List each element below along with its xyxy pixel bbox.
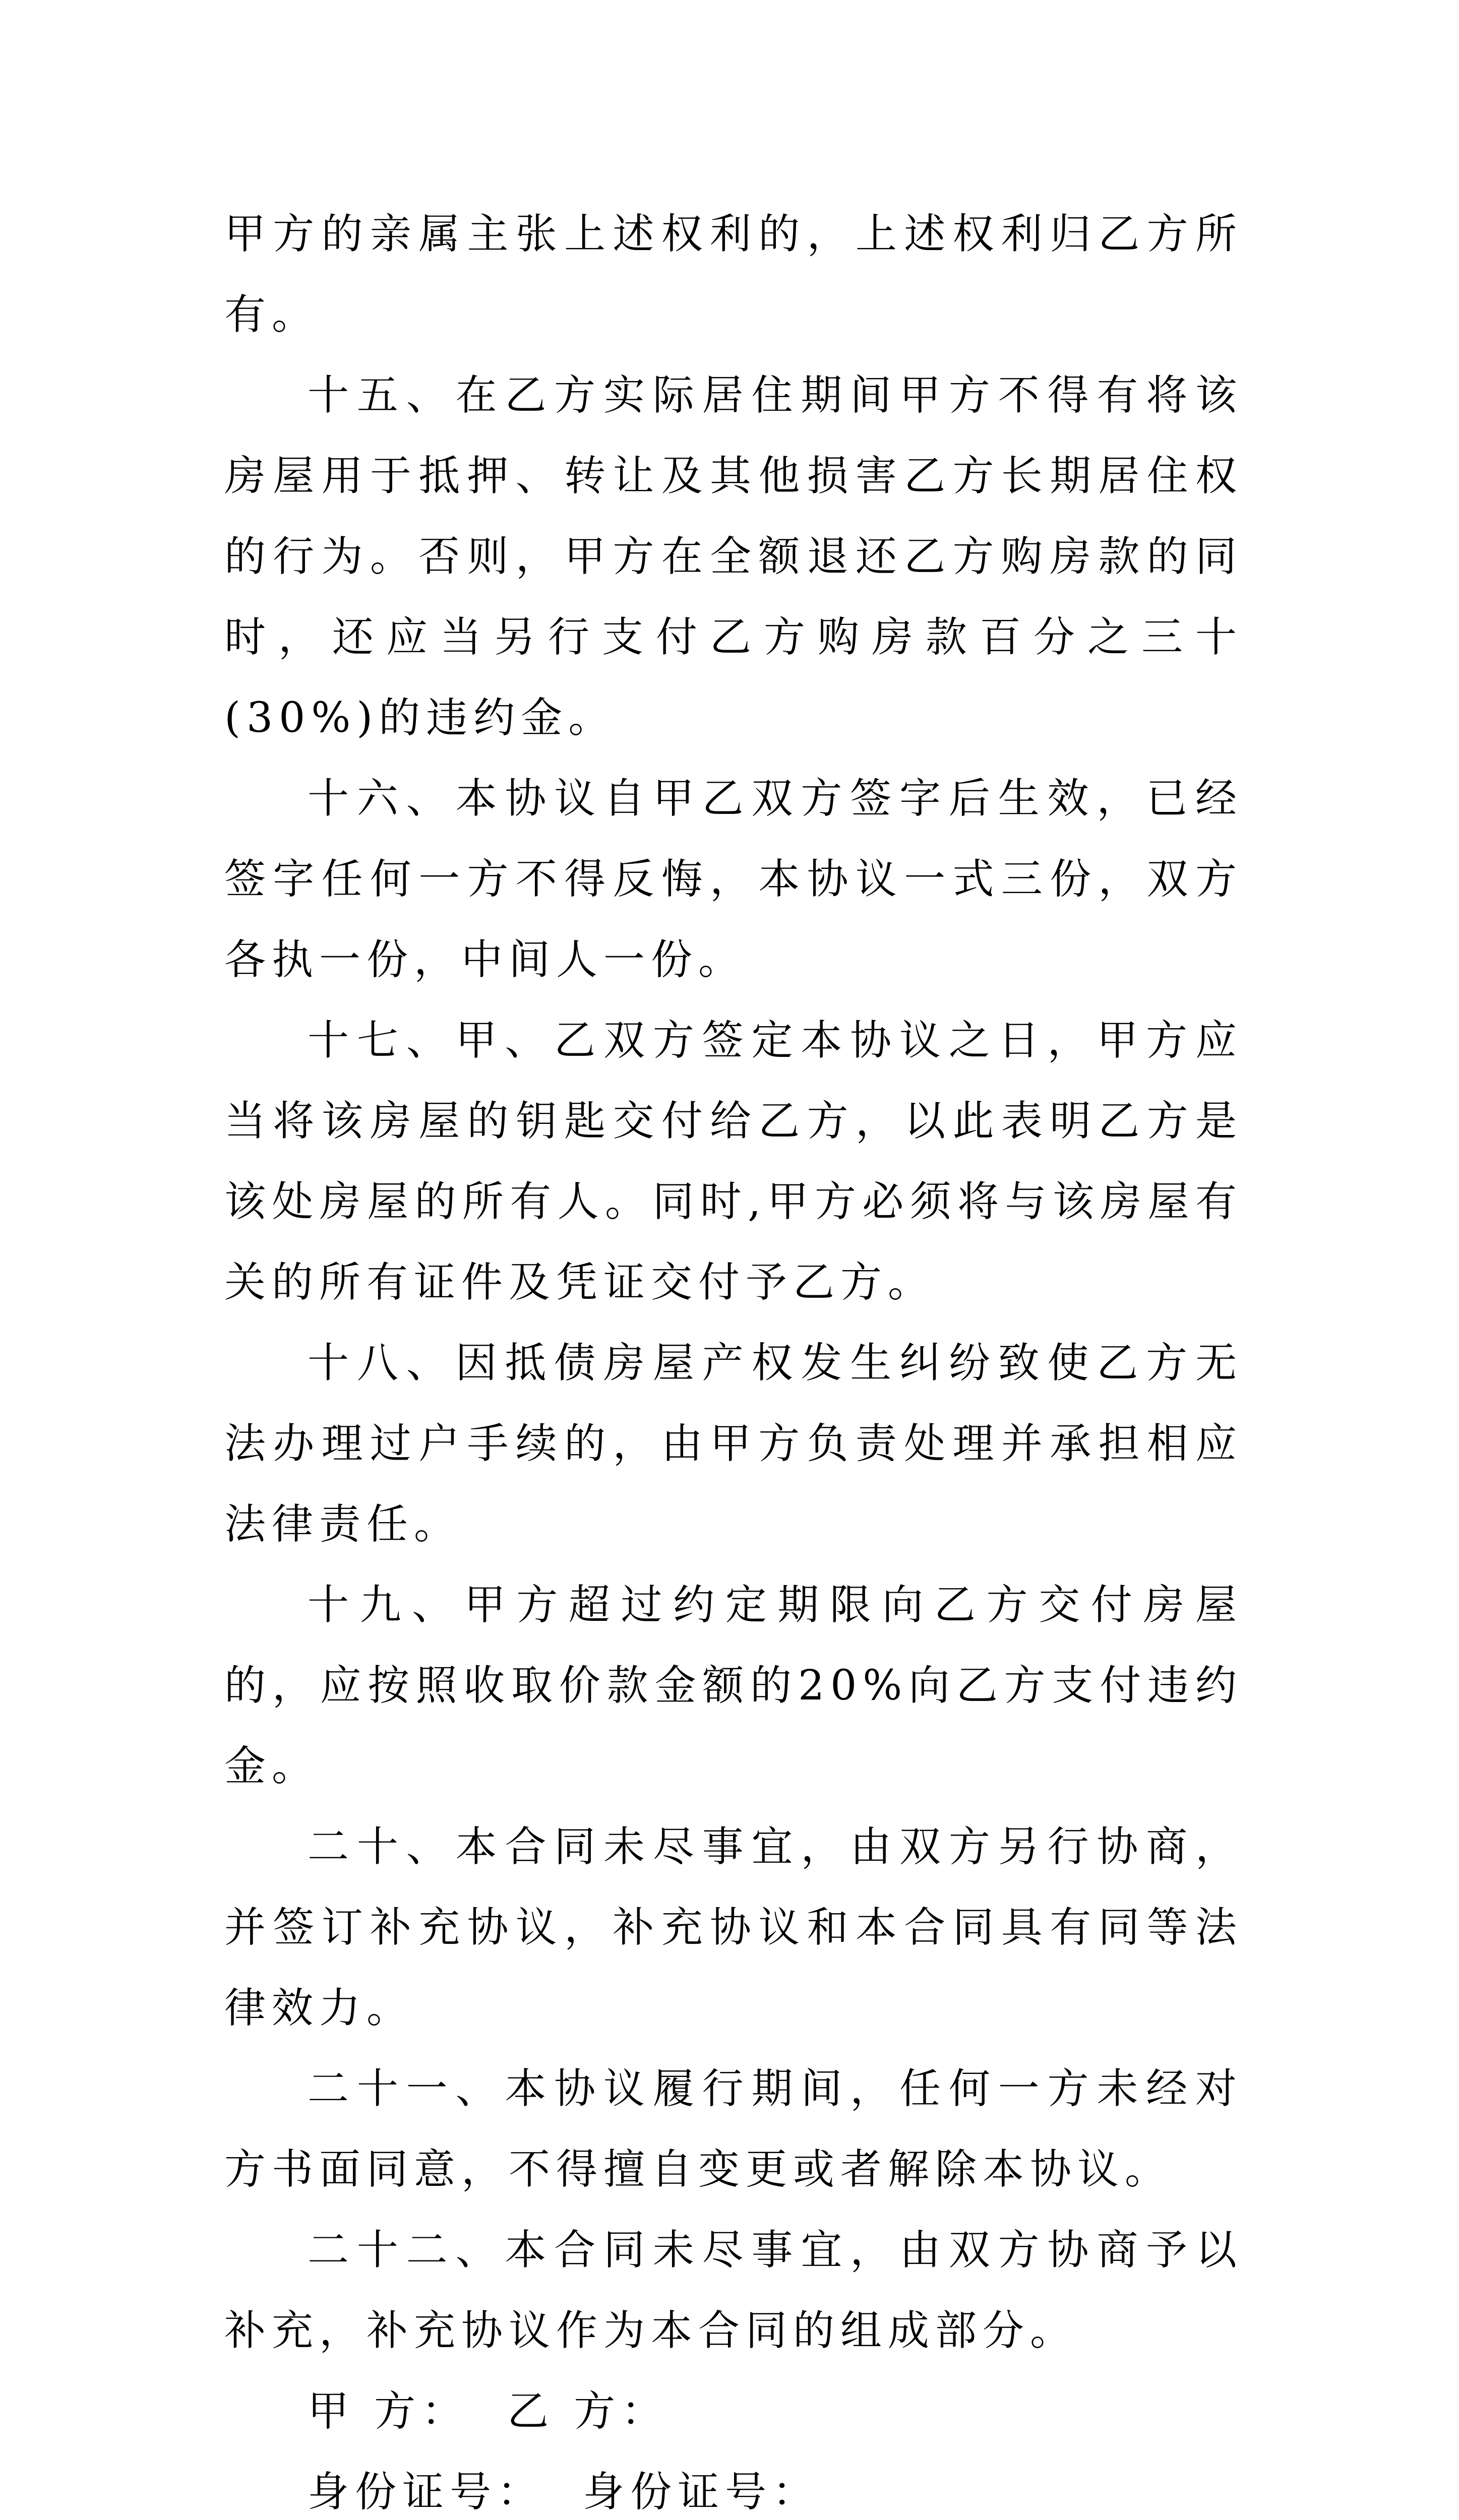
clause-22: 二十二、本合同未尽事宜，由双方协商予以补充，补充协议作为本合同的组成部分。	[224, 2226, 1243, 2355]
clause-continuation: 甲方的亲属主张上述权利的，上述权利归乙方所有。	[224, 210, 1243, 339]
agreement-body	[224, 194, 1243, 2520]
clause-19: 十九、甲方超过约定期限向乙方交付房屋的，应按照收取价款金额的20%向乙方支付违约金。	[224, 1581, 1243, 1790]
clause-16: 十六、本协议自甲乙双方签字后生效，已经签字任何一方不得反悔，本协议一式三份，双方各执一份，中间人一份。	[224, 775, 1243, 984]
clause-20: 二十、本合同未尽事宜，由双方另行协商，并签订补充协议，补充协议和本合同具有同等法律效力。	[224, 1823, 1243, 2032]
clause-15: 十五、在乙方实际居住期间甲方不得有将该房屋用于抵押、转让及其他损害乙方长期居住权的行为。否则，甲方在全额退还乙方购房款的同时，还应当另行支付乙方购房款百分之三十(30%)的违约金。	[224, 371, 1243, 742]
signature-id-numbers: 身份证号： 身份证号：	[308, 2468, 820, 2516]
clause-17: 十七、甲、乙双方签定本协议之日，甲方应当将该房屋的钥匙交付给乙方，以此表明乙方是该处房屋的所有人。同时,甲方必须将与该房屋有关的所有证件及凭证交付予乙方。	[224, 1017, 1243, 1306]
signature-parties: 甲 方： 乙 方：	[308, 2387, 669, 2435]
clause-18: 十八、因抵债房屋产权发生纠纷致使乙方无法办理过户手续的，由甲方负责处理并承担相应法律责任。	[224, 1339, 1243, 1548]
clause-21: 二十一、本协议履行期间，任何一方未经对方书面同意，不得擅自变更或者解除本协议。	[224, 2065, 1243, 2193]
